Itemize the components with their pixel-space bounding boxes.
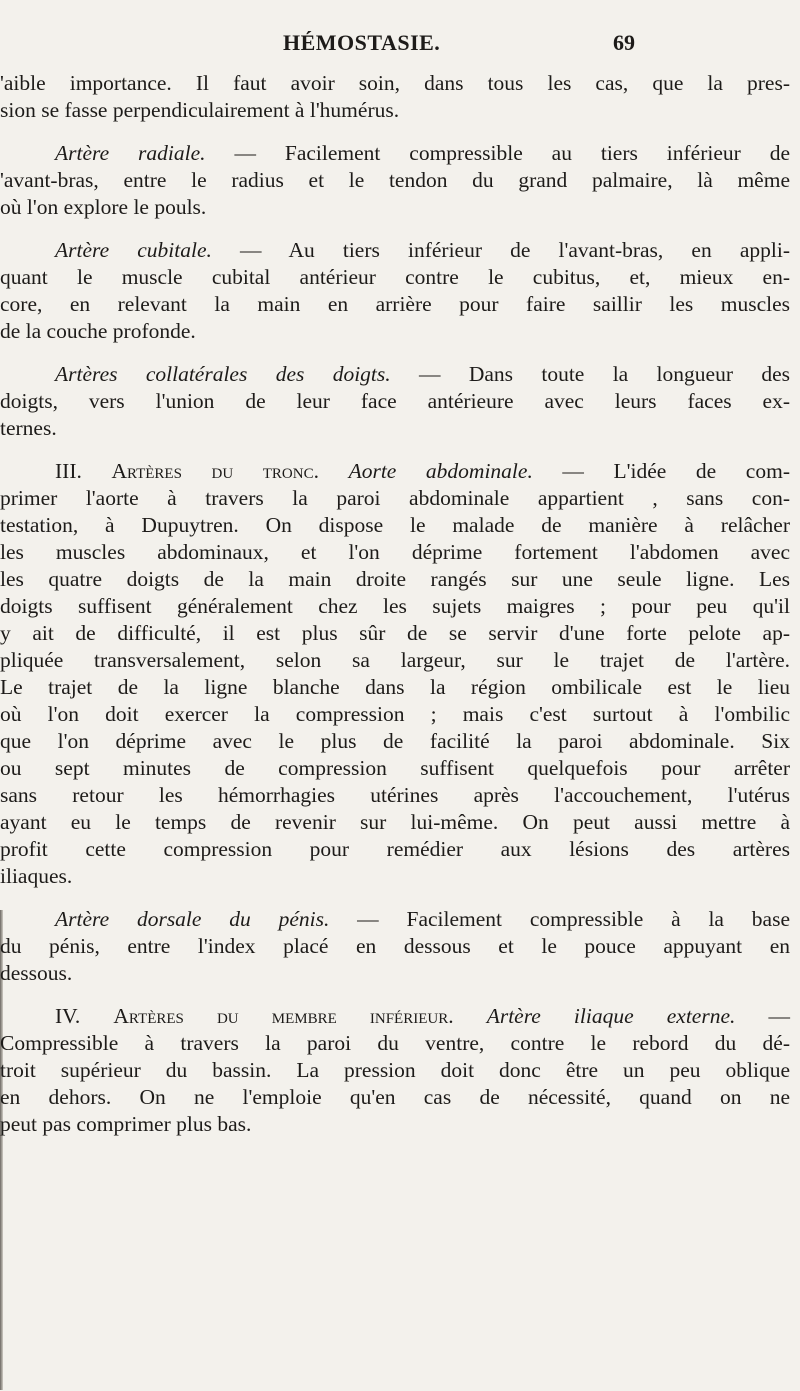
text-line: doigts suffisent généralement chez les sujets maigres ; pour peu qu'il	[0, 594, 790, 618]
text-line: ayant eu le temps de revenir sur lui-même. On peut aussi mettre à	[0, 810, 790, 834]
text-line: primer l'aorte à travers la paroi abdominale appartient , sans con-	[0, 486, 790, 510]
text-line: 'avant-bras, entre le radius et le tendon du grand palmaire, là même	[0, 168, 790, 192]
paragraph-continuation	[0, 70, 790, 124]
text-line: ou sept minutes de compression suffisent quelquefois pour arrêter	[0, 756, 790, 780]
text-line: en dehors. On ne l'emploie qu'en cas de nécessité, quand on ne	[0, 1085, 790, 1109]
section-title: Artères du membre inférieur.	[113, 1004, 454, 1028]
text-line	[0, 361, 790, 388]
text-line: peut pas comprimer plus bas.	[0, 1112, 252, 1136]
section-heading: Artère dorsale du pénis.	[55, 907, 330, 931]
section-heading: Artère iliaque externe.	[486, 1004, 736, 1028]
section-title: Artères du tronc.	[111, 459, 319, 483]
text-run: —	[735, 1004, 790, 1028]
text-line: dessous.	[0, 961, 73, 985]
text-line: doigts, vers l'union de leur face antérieure avec leurs faces ex-	[0, 389, 790, 413]
running-head	[0, 30, 800, 60]
section-numeral: III.	[55, 459, 82, 483]
section-heading: Artère radiale.	[55, 141, 206, 165]
text-line: que l'on déprime avec le plus de facilité la paroi abdominale. Six	[0, 729, 790, 753]
text-line	[0, 140, 790, 167]
text-run: — Au tiers inférieur de l'avant-bras, en appli-	[211, 238, 790, 262]
running-title: HÉMOSTASIE.	[283, 30, 441, 55]
paragraph-membre-inferieur	[0, 1003, 790, 1138]
text-line: où l'on doit exercer la compression ; mais c'est surtout à l'ombilic	[0, 702, 790, 726]
text-run: — Facilement compressible au tiers inférieur de	[205, 141, 791, 165]
text-line: Le trajet de la ligne blanche dans la région ombilicale est le lieu	[0, 675, 790, 699]
text-run: — Dans toute la longueur des	[390, 362, 790, 386]
text-line: sans retour les hémorrhagies utérines après l'accouchement, l'utérus	[0, 783, 790, 807]
paragraph-artere-dorsale	[0, 906, 790, 987]
text-line: pliquée transversalement, selon sa largeur, sur le trajet de l'artère.	[0, 648, 790, 672]
text-line: où l'on explore le pouls.	[0, 195, 207, 219]
text-line: troit supérieur du bassin. La pression doit donc être un peu oblique	[0, 1058, 790, 1082]
section-heading: Artère cubitale.	[55, 238, 212, 262]
text-line	[0, 458, 790, 485]
text-line: quant le muscle cubital antérieur contre le cubitus, et, mieux en-	[0, 265, 790, 289]
text-line: testation, à Dupuytren. On dispose le malade de manière à relâcher	[0, 513, 790, 537]
text-line: y ait de difficulté, il est plus sûr de se servir d'une forte pelote ap-	[0, 621, 790, 645]
paragraph-artere-radiale	[0, 140, 790, 221]
text-line: iliaques.	[0, 864, 73, 888]
text-line	[0, 906, 790, 933]
body-text	[0, 70, 790, 1138]
text-line: du pénis, entre l'index placé en dessous et le pouce appuyant en	[0, 934, 790, 958]
text-line: ternes.	[0, 416, 57, 440]
text-line	[0, 237, 790, 264]
text-line: core, en relevant la main en arrière pour faire saillir les muscles	[0, 292, 790, 316]
page-number: 69	[613, 30, 635, 55]
paragraph-arteres-du-tronc	[0, 458, 790, 890]
text-run: — Facilement compressible à la base	[329, 907, 791, 931]
text-line: 'aible importance. Il faut avoir soin, dans tous les cas, que la pres-	[0, 71, 790, 95]
text-line: sion se fasse perpendiculairement à l'humérus.	[0, 98, 400, 122]
text-line	[0, 1003, 790, 1030]
text-run: — L'idée de com-	[532, 459, 790, 483]
text-line: les muscles abdominaux, et l'on déprime fortement l'abdomen avec	[0, 540, 790, 564]
section-heading: Aorte abdominale.	[348, 459, 533, 483]
paragraph-arteres-collaterales	[0, 361, 790, 442]
text-line: de la couche profonde.	[0, 319, 196, 343]
text-line: profit cette compression pour remédier aux lésions des artères	[0, 837, 790, 861]
text-line: Compressible à travers la paroi du ventre, contre le rebord du dé-	[0, 1031, 790, 1055]
paragraph-artere-cubitale	[0, 237, 790, 345]
section-heading: Artères collatérales des doigts.	[55, 362, 391, 386]
section-numeral: IV.	[55, 1004, 81, 1028]
text-line: les quatre doigts de la main droite rangés sur une seule ligne. Les	[0, 567, 790, 591]
